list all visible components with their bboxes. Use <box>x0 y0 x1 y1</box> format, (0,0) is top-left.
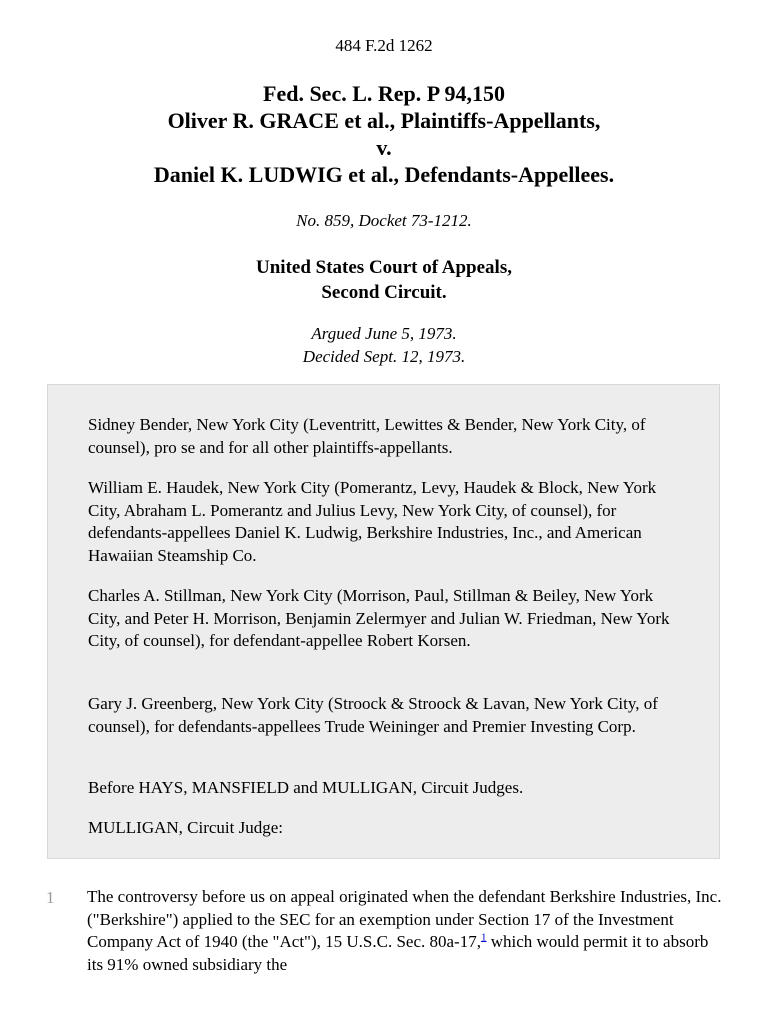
counsel-paragraph: Charles A. Stillman, New York City (Morrison, Paul, Stillman & Beiley, New York City, and Peter H. Morrison, Benjamin Zelermyer and Julian W. Friedman, New York City, of counsel), for defendant-appellee Robert Korsen. <box>88 586 670 650</box>
case-dates <box>0 322 768 368</box>
case-citation: 484 F.2d 1262 <box>335 36 433 55</box>
opinion-author: MULLIGAN, Circuit Judge: <box>88 818 284 837</box>
opinion-text-start: The controversy before us on appeal originated when the defendant Berkshire Industries, Inc. ("Berkshire") applied to the SEC for an exemption under Section 17 of the Investment Company Act of 1940 (the "Act"), 15 U.S.C. Sec. 80a-17, <box>87 887 722 951</box>
court-name <box>0 255 768 305</box>
title-line-defendants: Daniel K. LUDWIG et al., Defendants-Appellees. <box>153 162 615 187</box>
court-line-1: United States Court of Appeals, <box>256 257 512 278</box>
panel-judges: Before HAYS, MANSFIELD and MULLIGAN, Circuit Judges. <box>88 778 524 797</box>
counsel-paragraph: William E. Haudek, New York City (Pomerantz, Levy, Haudek & Block, New York City, Abraham L. Pomerantz and Julius Levy, New York City, of counsel), for defendants-appellees Daniel K. Ludwig, Berkshire Industries, Inc., and American Hawaiian Steamship Co. <box>88 478 657 565</box>
docket-number: No. 859, Docket 73-1212. <box>296 211 472 230</box>
counsel-paragraph: Sidney Bender, New York City (Leventritt, Lewittes & Bender, New York City, of counsel), pro se and for all other plaintiffs-appellants. <box>88 415 646 457</box>
footnote-link[interactable]: 1 <box>480 931 487 944</box>
court-line-2: Second Circuit. <box>321 282 447 303</box>
opinion-text-continued: which would permit it to absorb its 91% owned subsidiary the <box>87 932 709 974</box>
counsel-panel <box>47 384 720 859</box>
title-line-reporter: Fed. Sec. L. Rep. P 94,150 <box>263 81 505 106</box>
case-title <box>0 80 768 188</box>
counsel-paragraph: Gary J. Greenberg, New York City (Stroock & Stroock & Lavan, New York City, of counsel), for defendants-appellees Trude Weininger and Premier Investing Corp. <box>88 694 658 736</box>
opinion-paragraph <box>87 886 727 976</box>
title-line-plaintiffs: Oliver R. GRACE et al., Plaintiffs-Appellants, <box>167 108 601 133</box>
title-line-versus: v. <box>376 135 392 160</box>
decided-date: Decided Sept. 12, 1973. <box>302 347 466 366</box>
argued-date: Argued June 5, 1973. <box>311 324 457 343</box>
paragraph-number: 1 <box>46 888 55 907</box>
